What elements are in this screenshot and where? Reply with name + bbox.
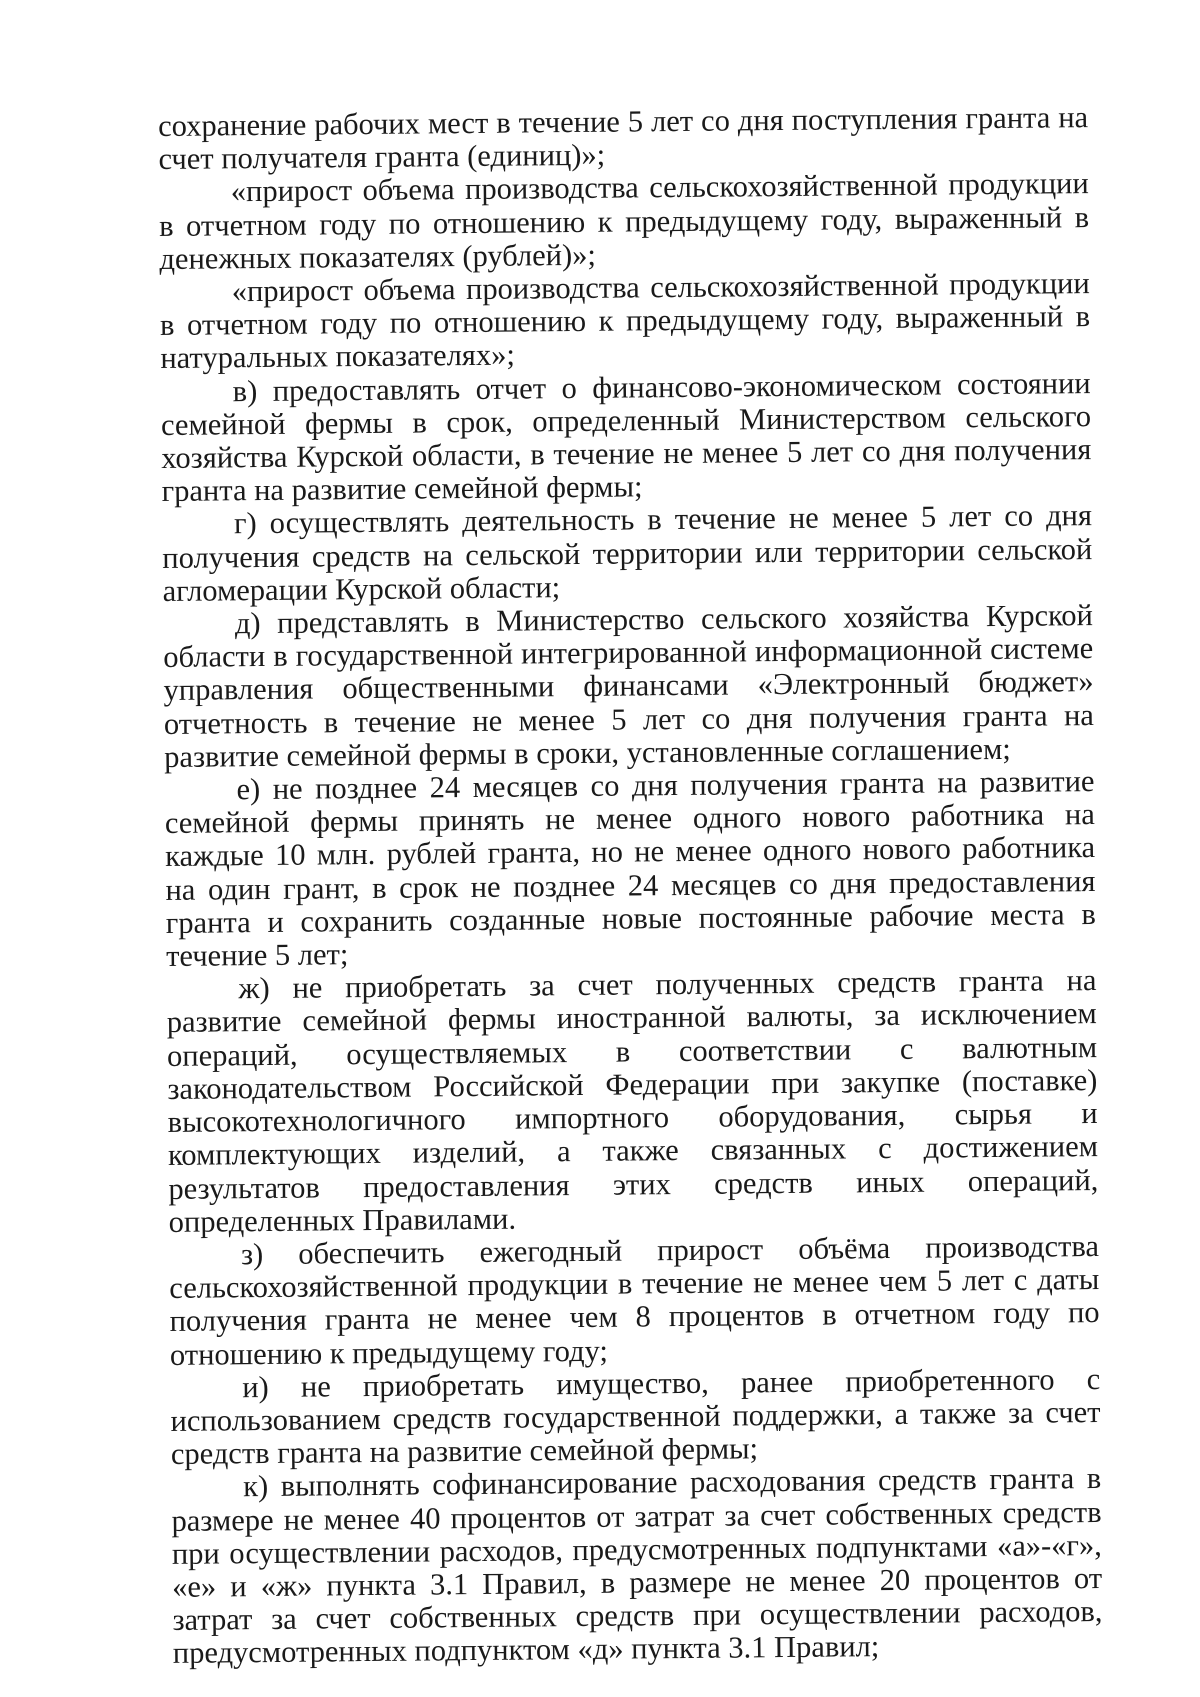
paragraph-item-e: е) не позднее 24 месяцев со дня получения гранта на развитие семейной фермы принять не менее одного нового работника на каждые 10 млн. рублей гранта, но не менее одного нового работника на один грант, в срок не позднее 24 месяцев со дня предоставления гранта и сохранить созданные новые постоянные рабочие места в течение 5 лет; <box>164 764 1096 974</box>
paragraph-item-g: г) осуществлять деятельность в течение не менее 5 лет со дня получения средств на сельской территории или территории сельской агломерации Курской области; <box>162 498 1093 608</box>
document-body <box>158 101 1103 1670</box>
paragraph-indicator-natural: «прирост объема производства сельскохозяйственной продукции в отчетном году по отношению к предыдущему году, выраженный в натуральных показателях»; <box>159 266 1091 376</box>
paragraph-item-z: з) обеспечить ежегодный прирост объёма производства сельскохозяйственной продукции в течение не менее чем 5 лет с даты получения гранта не менее чем 8 процентов в отчетном году по отношению к предыдущему году; <box>169 1228 1100 1372</box>
paragraph-item-k: к) выполнять софинансирование расходования средств гранта в размере не менее 40 процентов от затрат за счет собственных средств при осуществлении расходов, предусмотренных подпунктами «а»-«г», «е» и «ж» пункта 3.1 Правил, в размере не менее 20 процентов от затрат за счет собственных средств при осуществлении расходов, предусмотренных подпунктом «д» пункта 3.1 Правил; <box>171 1461 1103 1671</box>
paragraph-item-zh: ж) не приобретать за счет полученных средств гранта на развитие семейной фермы иностранной валюты, за исключением операций, осуществляемых в соответствии с валютным законодательством Российской Федерации при закупке (поставке) высокотехнологичного импортного оборудования, сырья и комплектующих изделий, а также связанных с достижением результатов предоставления этих средств иных операций, определенных Правилами. <box>166 963 1099 1239</box>
paragraph-item-i: и) не приобретать имущество, ранее приобретенного с использованием средств государственной поддержки, а также за счет средств гранта на развитие семейной фермы; <box>170 1361 1101 1472</box>
paragraph-item-v: в) предоставлять отчет о финансово-экономическом состоянии семейной фермы в срок, определенный Министерством сельского хозяйства Курской области, в течение не менее 5 лет со дня получения гранта на развитие семейной фермы; <box>160 365 1092 509</box>
paragraph-item-d: д) представлять в Министерство сельского хозяйства Курской области в государственной интегрированной информационной системе управления общественными финансами «Электронный бюджет» отчетность в течение не менее 5 лет со дня получения гранта на развитие семейной фермы в сроки, установленные соглашением; <box>163 598 1095 774</box>
paragraph-jobs-retention: сохранение рабочих мест в течение 5 лет со дня поступления гранта на счет получателя гранта (единиц)»; <box>157 100 1089 177</box>
paragraph-indicator-monetary: «прирост объема производства сельскохозяйственной продукции в отчетном году по отношению к предыдущему году, выраженный в денежных показателях (рублей)»; <box>158 166 1090 276</box>
